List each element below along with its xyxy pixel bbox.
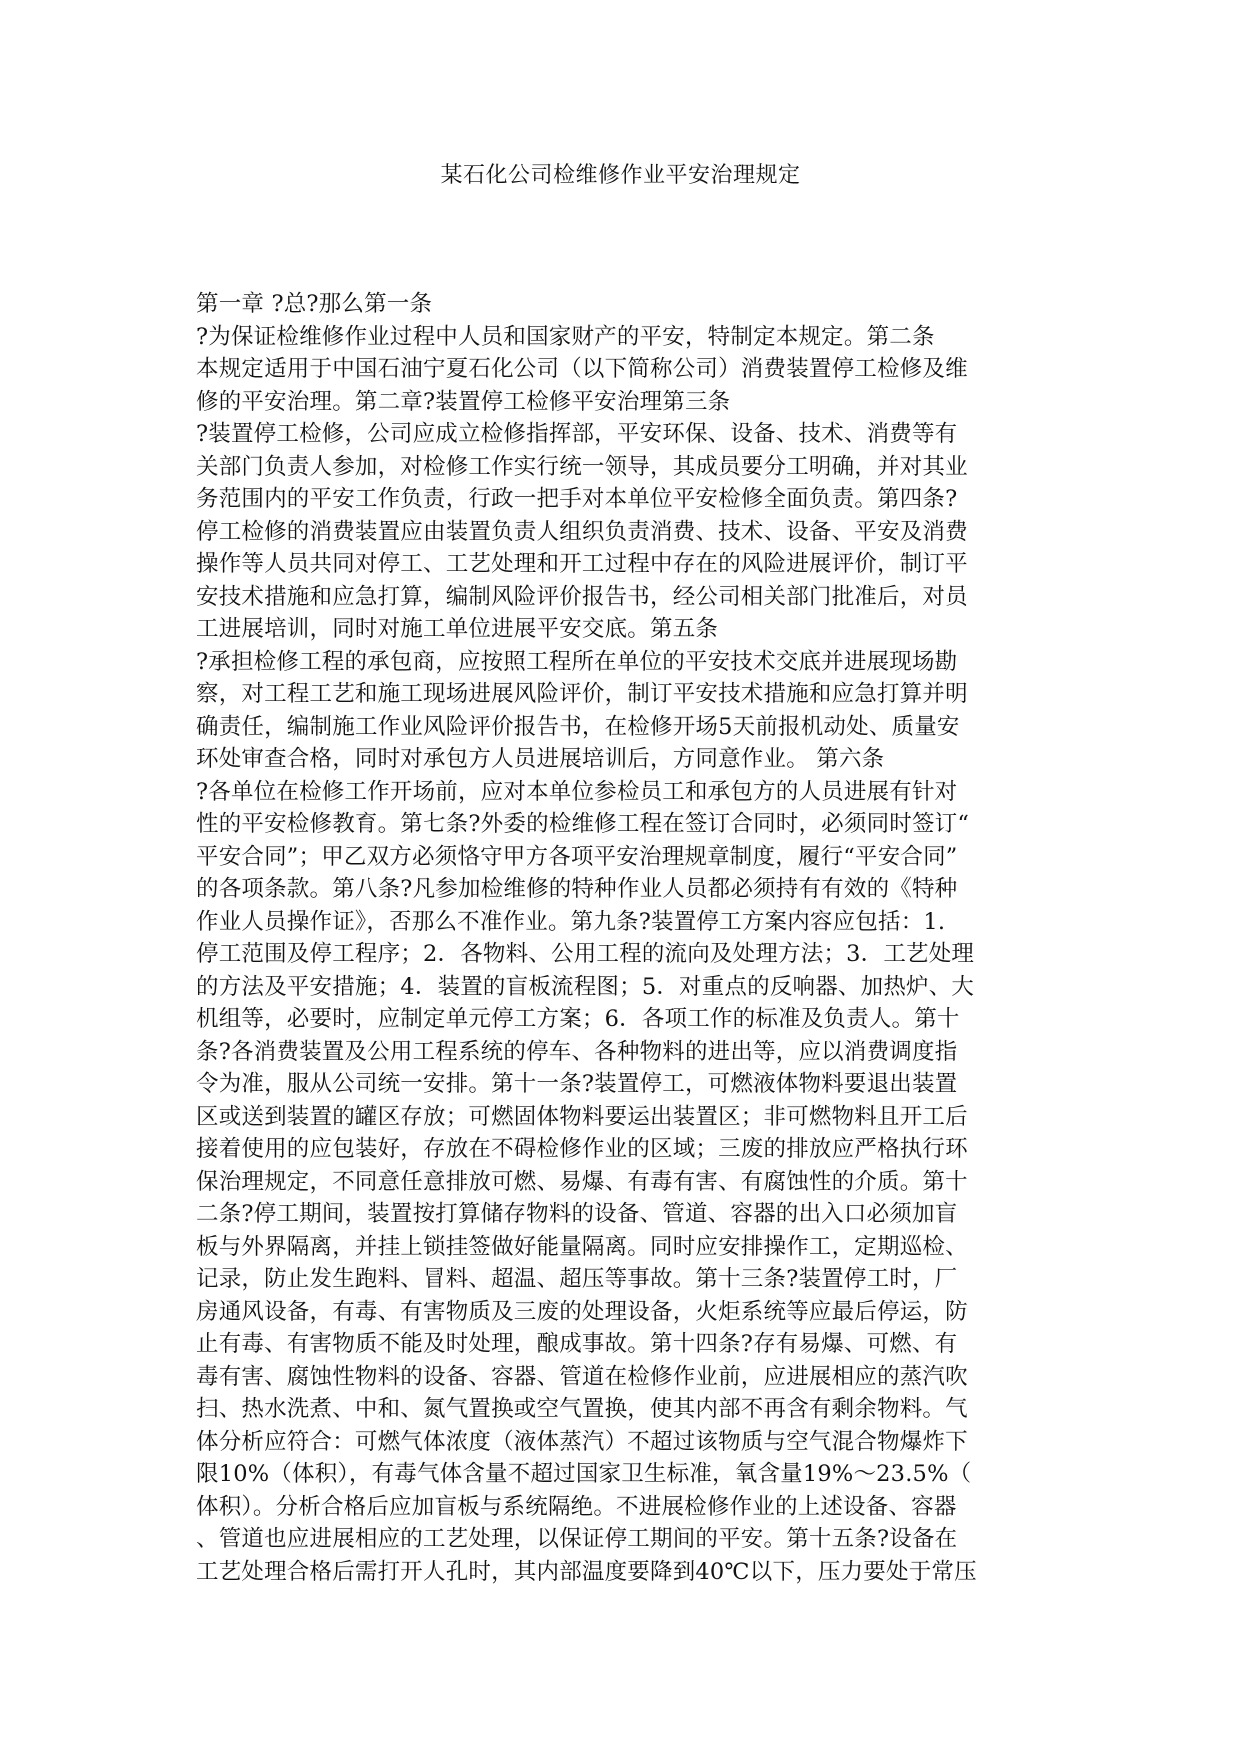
body-text-line: 的各项条款。第八条?凡参加检维修的特种作业人员都必须持有有效的《特种	[196, 876, 958, 902]
body-text-line: 察，对工程工艺和施工现场进展风险评价，制订平安技术措施和应急打算并明	[196, 681, 968, 707]
body-text-line: 平安合同”；甲乙双方必须恪守甲方各项平安治理规章制度，履行“平安合同”	[196, 843, 958, 870]
body-text-line: 板与外界隔离，并挂上锁挂签做好能量隔离。同时应安排操作工，定期巡检、	[196, 1233, 968, 1260]
body-text-line: 操作等人员共同对停工、工艺处理和开工过程中存在的风险进展评价，制订平	[196, 551, 968, 577]
body-text-line: 记录，防止发生跑料、冒料、超温、超压等事故。第十三条?装置停工时，厂	[196, 1266, 958, 1292]
body-text-line: ?各单位在检修工作开场前，应对本单位参检员工和承包方的人员进展有针对	[196, 778, 958, 805]
body-text-line: 接着使用的应包装好，存放在不碍检修作业的区域；三废的排放应严格执行环	[196, 1136, 968, 1162]
body-text-line: ?为保证检维修作业过程中人员和国家财产的平安，特制定本规定。第二条	[196, 323, 935, 350]
body-text-line: 二条?停工期间，装置按打算储存物料的设备、管道、容器的出入口必须加盲	[196, 1201, 958, 1227]
body-text-line: 机组等，必要时，应制定单元停工方案；6．各项工作的标准及负责人。第十	[196, 1006, 960, 1032]
body-text-line: 性的平安检修教育。第七条?外委的检维修工程在签订合同时，必须同时签订“	[196, 811, 970, 837]
document-body	[196, 288, 1056, 1588]
body-text-line: 停工检修的消费装置应由装置负责人组织负责消费、技术、设备、平安及消费	[196, 518, 968, 545]
body-text-line: 作业人员操作证》，否那么不准作业。第九条?装置停工方案内容应包括：1.	[196, 908, 946, 935]
body-text-line: 工艺处理合格后需打开人孔时，其内部温度要降到40℃以下，压力要处于常压	[196, 1558, 977, 1585]
body-text-line: ?装置停工检修，公司应成立检修指挥部，平安环保、设备、技术、消费等有	[196, 421, 958, 447]
body-text-line: 安技术措施和应急打算，编制风险评价报告书，经公司相关部门批准后，对员	[196, 583, 968, 610]
body-text-line: 区或送到装置的罐区存放；可燃固体物料要运出装置区；非可燃物料且开工后	[196, 1103, 968, 1130]
body-text-line: 房通风设备，有毒、有害物质及三废的处理设备，火炬系统等应最后停运，防	[196, 1298, 968, 1325]
body-text-line: 限10%（体积），有毒气体含量不超过国家卫生标准，氧含量19%～23.5%（	[196, 1461, 972, 1487]
document-title: 某石化公司检维修作业平安治理规定	[440, 163, 801, 188]
body-text-line: 止有毒、有害物质不能及时处理，酿成事故。第十四条?存有易爆、可燃、有	[196, 1331, 958, 1357]
body-text-line: 扫、热水洗煮、中和、氮气置换或空气置换，使其内部不再含有剩余物料。气	[196, 1396, 968, 1422]
body-text-line: 工进展培训，同时对施工单位进展平安交底。第五条	[196, 616, 719, 642]
body-text-line: 环处审查合格，同时对承包方人员进展培训后，方同意作业。 第六条	[196, 746, 885, 772]
body-text-line: 务范围内的平安工作负责，行政一把手对本单位平安检修全面负责。第四条?	[196, 486, 958, 512]
body-text-line: 第一章 ?总?那么第一条	[196, 291, 433, 317]
body-text-line: 的方法及平安措施；4．装置的盲板流程图；5．对重点的反响器、加热炉、大	[196, 973, 975, 1000]
body-text-line: 停工范围及停工程序；2．各物料、公用工程的流向及处理方法；3．工艺处理	[196, 941, 975, 967]
body-text-line: 体分析应符合：可燃气体浓度（液体蒸汽）不超过该物质与空气混合物爆炸下	[196, 1428, 968, 1455]
body-text-line: 本规定适用于中国石油宁夏石化公司（以下简称公司）消费装置停工检修及维	[196, 356, 968, 382]
body-text-line: 关部门负责人参加，对检修工作实行统一领导，其成员要分工明确，并对其业	[196, 453, 968, 480]
body-text-line: 、管道也应进展相应的工艺处理，以保证停工期间的平安。第十五条?设备在	[196, 1526, 958, 1552]
body-text-line: 修的平安治理。第二章?装置停工检修平安治理第三条	[196, 388, 731, 415]
body-text-line: 令为准，服从公司统一安排。第十一条?装置停工，可燃液体物料要退出装置	[196, 1071, 958, 1097]
body-text-line: 确责任，编制施工作业风险评价报告书，在检修开场5天前报机动处、质量安	[196, 713, 960, 740]
body-text-line: 保治理规定，不同意任意排放可燃、易爆、有毒有害、有腐蚀性的介质。第十	[196, 1168, 968, 1195]
body-text-line: 毒有害、腐蚀性物料的设备、容器、管道在检修作业前，应进展相应的蒸汽吹	[196, 1363, 968, 1390]
body-text-line: 条?各消费装置及公用工程系统的停车、各种物料的进出等，应以消费调度指	[196, 1038, 958, 1065]
body-text-line: ?承担检修工程的承包商，应按照工程所在单位的平安技术交底并进展现场勘	[196, 648, 958, 675]
body-text-line: 体积）。分析合格后应加盲板与系统隔绝。不进展检修作业的上述设备、容器	[196, 1493, 957, 1520]
